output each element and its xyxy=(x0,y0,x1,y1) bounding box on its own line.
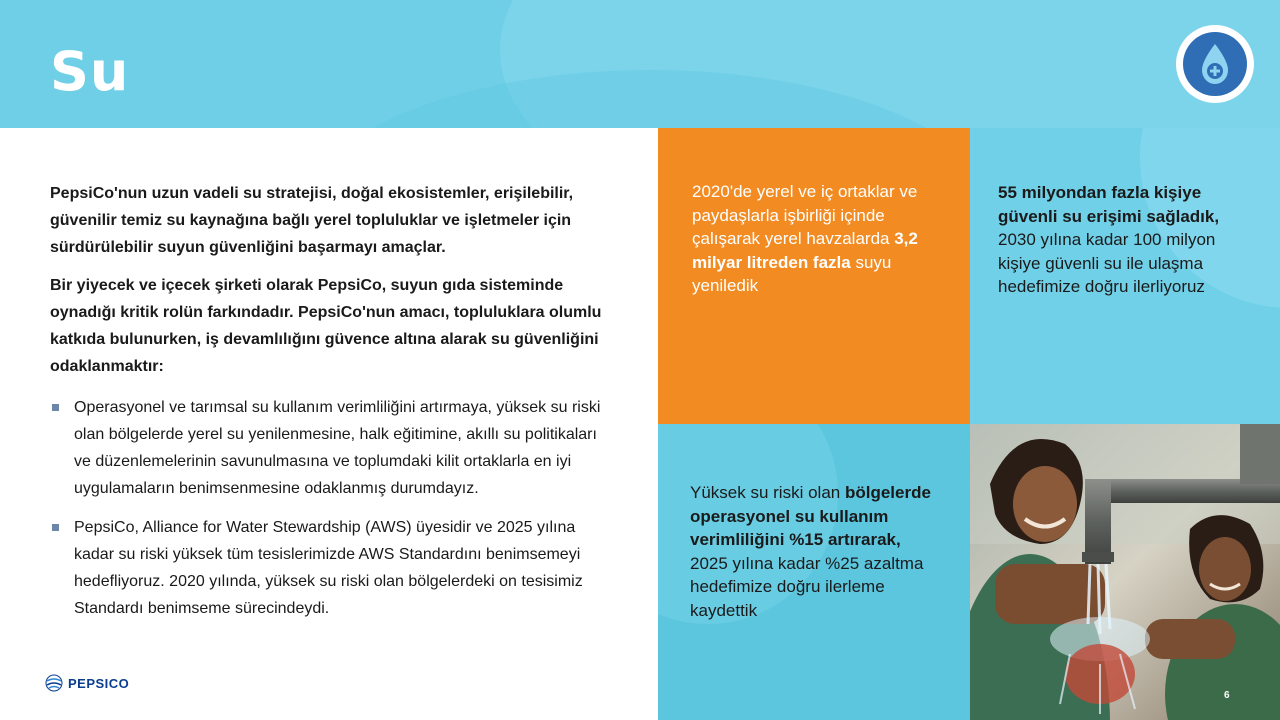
intro-section xyxy=(50,180,618,634)
water-badge xyxy=(1176,25,1254,103)
intro-paragraph-2: Bir yiyecek ve içecek şirketi olarak PepsiCo, suyun gıda sisteminde oynadığı kritik rolün farkındadır. PepsiCo'nun amacı, topluluklara olumlu katkıda bulunurken, iş devamlılığını güvence altına alarak su güvenliğini odaklanmaktır: xyxy=(50,277,602,375)
header-banner xyxy=(0,0,1280,128)
panel-text: Yüksek su riski olan xyxy=(690,483,845,502)
page-title: Su xyxy=(50,40,130,103)
logo-text: PEPSICO xyxy=(68,675,130,691)
panel-highlight: 3,2 milyar litreden fazla xyxy=(692,229,918,272)
stat-panel-access xyxy=(970,128,1280,424)
panel-highlight: bölgelerde operasyonel su kullanım verimliliğini %15 artırarak, xyxy=(690,483,931,549)
panel-highlight: 55 milyondan fazla kişiye güvenli su erişimi sağladık, xyxy=(998,183,1220,226)
panel-text: 2020'de yerel ve iç ortaklar ve paydaşlarla işbirliği içinde çalışarak yerel havzalarda xyxy=(692,182,918,248)
stat-panel-replenish xyxy=(658,128,970,424)
water-drop-plus-icon xyxy=(1183,32,1247,96)
list-item xyxy=(50,394,618,502)
panel-text: 2030 yılına kadar 100 milyon kişiye güvenli su ile ulaşma hedefimize doğru ilerliyoruz xyxy=(998,230,1216,296)
panel-text: suyu yeniledik xyxy=(692,252,892,295)
bullet-square-icon xyxy=(52,404,59,411)
children-water-tap-photo xyxy=(970,424,1280,720)
list-item xyxy=(50,514,618,622)
stat-panel-efficiency xyxy=(658,424,970,720)
focus-list xyxy=(50,394,618,622)
intro-paragraph-1: PepsiCo'nun uzun vadeli su stratejisi, doğal ekosistemler, erişilebilir, güvenilir temiz su kaynağına bağlı yerel topluluklar ve işletmeler için sürdürülebilir suyun güvenliğini başarmayı amaçlar. xyxy=(50,185,574,256)
pepsico-logo xyxy=(44,673,129,693)
bullet-square-icon xyxy=(52,524,59,531)
page-number: 6 xyxy=(1224,690,1230,701)
list-item-text: Operasyonel ve tarımsal su kullanım verimliliğini artırmaya, yüksek su riski olan bölgelerde yerel su yenilenmesine, halk eğitimine, akıllı su politikaları ve düzenlemelerinin savunulmasına ve toplumdaki kilit ortaklarla en iyi uygulamaların benimsenmesine odaklanmış durumdayız. xyxy=(74,399,601,497)
panel-text: 2025 yılına kadar %25 azaltma hedefimize doğru ilerleme kaydettik xyxy=(690,553,924,620)
list-item-text: PepsiCo, Alliance for Water Stewardship (AWS) üyesidir ve 2025 yılına kadar su riski yüksek tüm tesislerimizde AWS Standardını benimsemeyi hedefliyoruz. 2020 yılında, yüksek su riski olan bölgelerdeki on tesisimiz Standardı benimseme sürecindeydi. xyxy=(74,519,583,617)
pepsico-globe-icon xyxy=(44,673,64,693)
